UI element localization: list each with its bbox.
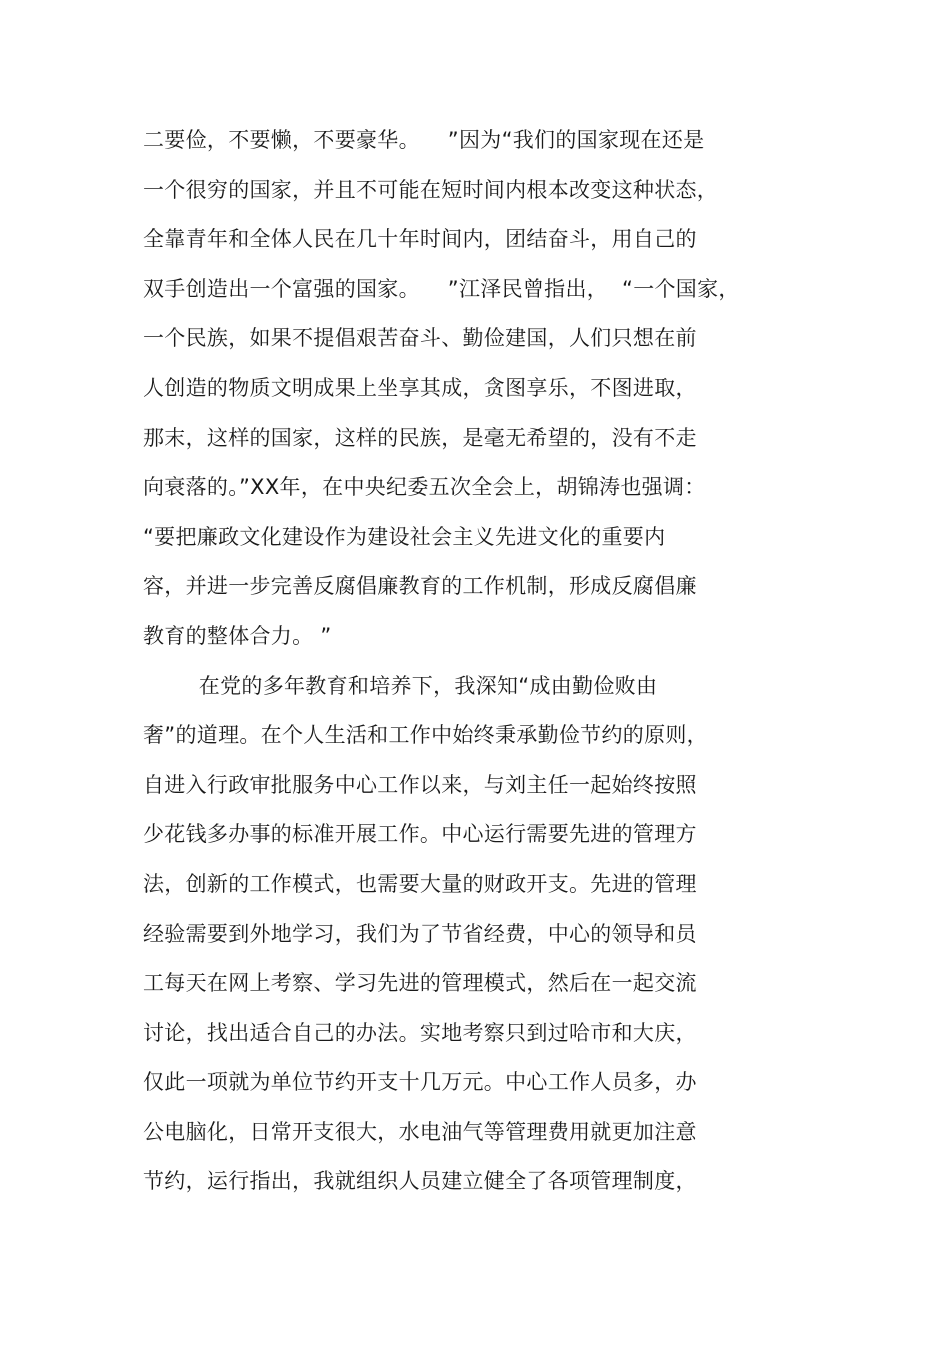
- text-line-9: “要把廉政文化建设作为建设社会主义先进文化的重要内: [143, 524, 666, 549]
- text-line-10: 容，并进一步完善反腐倡廉教育的工作机制，形成反腐倡廉: [143, 574, 697, 599]
- text-line-16: 法，创新的工作模式，也需要大量的财政开支。先进的管理: [143, 871, 697, 896]
- text-line-11: 教育的整体合力。 ”: [143, 623, 332, 648]
- text-line-8: 向衰落的。”XX年，在中央纪委五次全会上，胡锦涛也强调：: [143, 475, 706, 500]
- text-line-17: 经验需要到外地学习，我们为了节省经费，中心的领导和员: [143, 921, 697, 946]
- text-line-12: 在党的多年教育和培养下，我深知“成由勤俭败由: [143, 673, 658, 698]
- body-text: [143, 116, 823, 1207]
- text-line-18: 工每天在网上考察、学习先进的管理模式，然后在一起交流: [143, 971, 697, 996]
- text-line-2: 一个很穷的国家，并且不可能在短时间内根本改变这种状态，: [143, 177, 719, 202]
- text-line-21: 公电脑化，日常开支很大，水电油气等管理费用就更加注意: [143, 1119, 697, 1144]
- text-line-4: 双手创造出一个富强的国家。 ”江泽民曾指出， “一个国家，: [143, 276, 740, 301]
- text-line-20: 仅此一项就为单位节约开支十几万元。中心工作人员多，办: [143, 1070, 697, 1095]
- text-line-7: 那末，这样的国家，这样的民族，是毫无希望的，没有不走: [143, 425, 697, 450]
- text-line-5: 一个民族，如果不提倡艰苦奋斗、勤俭建国，人们只想在前: [143, 326, 697, 351]
- text-line-22: 节约，运行指出，我就组织人员建立健全了各项管理制度，: [143, 1169, 697, 1194]
- text-line-3: 全靠青年和全体人民在几十年时间内，团结奋斗，用自己的: [143, 227, 697, 252]
- text-line-15: 少花钱多办事的标准开展工作。中心运行需要先进的管理方: [143, 822, 697, 847]
- text-line-13: 奢”的道理。在个人生活和工作中始终秉承勤俭节约的原则，: [143, 723, 708, 748]
- text-line-1: 二要俭，不要懒，不要豪华。 ”因为“我们的国家现在还是: [143, 128, 705, 152]
- text-line-6: 人创造的物质文明成果上坐享其成，贪图享乐，不图进取，: [143, 375, 697, 400]
- text-line-14: 自进入行政审批服务中心工作以来，与刘主任一起始终按照: [143, 772, 697, 797]
- text-line-19: 讨论，找出适合自己的办法。实地考察只到过哈市和大庆，: [143, 1020, 697, 1045]
